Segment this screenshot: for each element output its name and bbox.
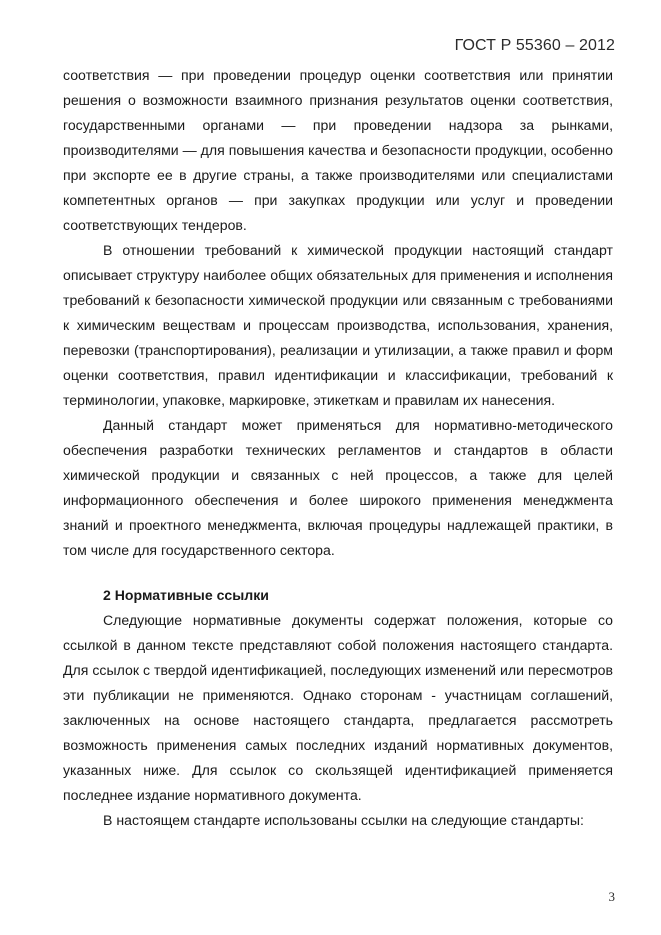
- section-heading-normative-references: 2 Нормативные ссылки: [103, 587, 269, 603]
- document-body: [63, 63, 613, 833]
- standard-id-header: ГОСТ Р 55360 – 2012: [454, 37, 615, 54]
- paragraph-normative-documents: Следующие нормативные документы содержат положения, которые со ссылкой в данном тексте представляют собой положения настоящего стандарта. Для ссылок с твердой идентификацией, последующих изменений или пересмотров эти публикации не применяются. Однако сторонам - участницам соглашений, заключенных на основе настоящего стандарта, предлагается рассмотреть возможность применения самых последних изданий нормативных документов, указанных ниже. Для ссылок со скользящей идентификацией применяется последнее издание нормативного документа.: [63, 612, 613, 803]
- paragraph-application: Данный стандарт может применяться для нормативно-методического обеспечения разработки технических регламентов и стандартов в области химической продукции и связанных с ней процессов, а также для целей информационного обеспечения и более широкого применения менеджмента знаний и проектного менеджмента, включая процедуры надлежащей практики, в том числе для государственного сектора.: [63, 417, 613, 558]
- paragraph-continuation: соответствия — при проведении процедур оценки соответствия или принятии решения о возможности взаимного признания результатов оценки соответствия, государственными органами — при проведении надзора за рынками, производителями — для повышения качества и безопасности продукции, особенно при экспорте ее в другие страны, а также производителями или специалистами компетентных органов — при закупках продукции или услуг и проведении соответствующих тендеров.: [63, 67, 613, 233]
- paragraph-references-intro: В настоящем стандарте использованы ссылки на следующие стандарты:: [103, 812, 584, 828]
- page-number: 3: [608, 889, 615, 904]
- paragraph-chemical-requirements: В отношении требований к химической продукции настоящий стандарт описывает структуру наиболее общих обязательных для применения и исполнения требований к безопасности химической продукции или связанным с требованиями к химическим веществам и процессам производства, использования, хранения, перевозки (транспортирования), реализации и утилизации, а также правил и форм оценки соответствия, правил идентификации и классификации, требований к терминологии, упаковке, маркировке, этикеткам и правилам их нанесения.: [63, 242, 613, 408]
